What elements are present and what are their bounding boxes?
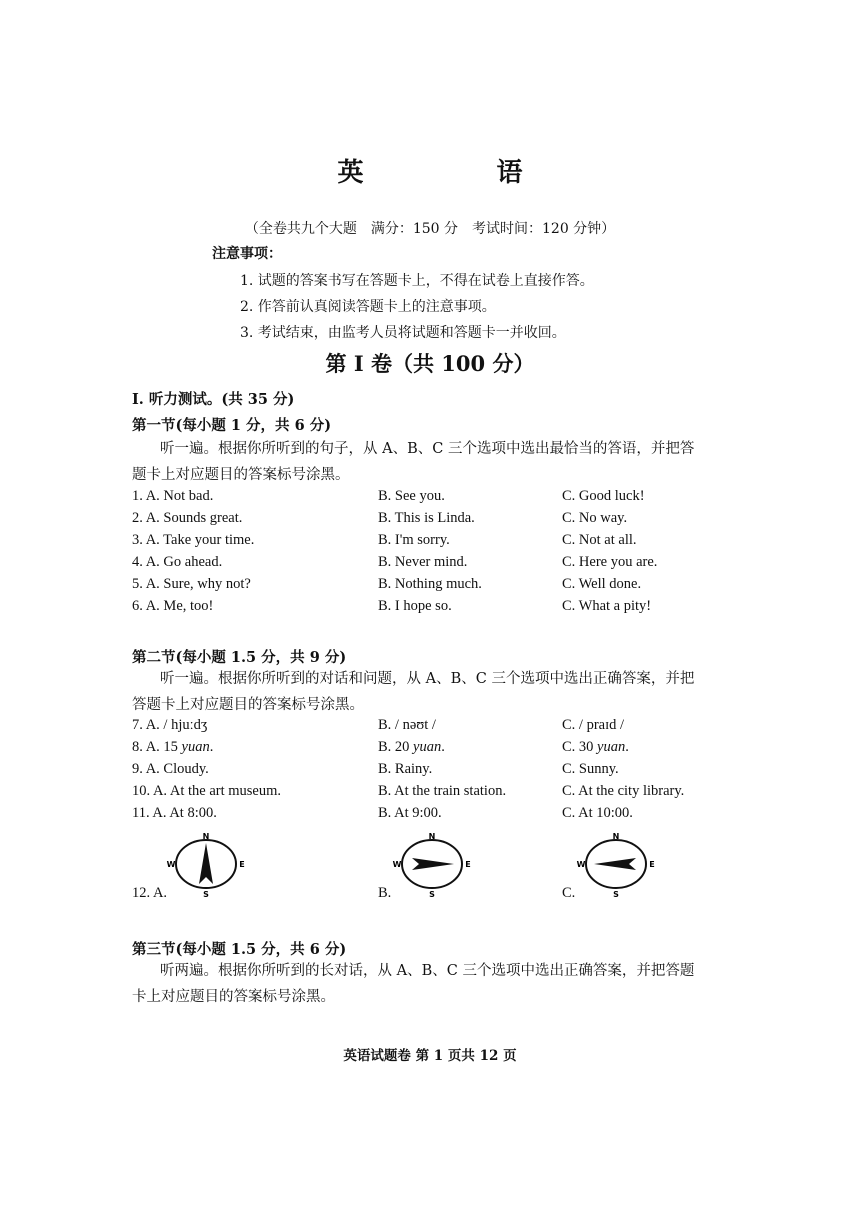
instruction-line: 卡上对应题目的答案标号涂黑。 — [132, 989, 335, 1005]
question-option: B. At the train station. — [378, 783, 507, 799]
question-option: C. At 10:00. — [562, 805, 633, 821]
svg-text:S: S — [203, 890, 209, 898]
question-option: C. At the city library. — [562, 783, 685, 799]
question-option: B. This is Linda. — [378, 510, 475, 526]
exam-title: 英 语 — [337, 158, 585, 188]
compass-west-icon — [576, 830, 656, 898]
svg-text:W: W — [166, 860, 176, 869]
section3-heading: 第三节(每小题 1.5 分，共 6 分) — [132, 941, 347, 958]
question-option: B. I hope so. — [378, 598, 452, 614]
question-option: C. 30 yuan. — [562, 739, 629, 755]
question-option: C. Here you are. — [562, 554, 658, 570]
instruction-line: 答题卡上对应题目的答案标号涂黑。 — [132, 697, 364, 713]
instruction-line: 听一遍。根据你所听到的句子，从 A、B、C 三个选项中选出最恰当的答语，并把答 — [160, 441, 695, 457]
section2-heading: 第二节(每小题 1.5 分，共 9 分) — [132, 649, 347, 666]
compass-north-icon — [166, 830, 246, 898]
question-option: B. Rainy. — [378, 761, 433, 777]
svg-text:S: S — [613, 890, 619, 898]
question-option: 6. A. Me, too! — [132, 598, 214, 614]
svg-text:E: E — [465, 860, 471, 869]
note-item: 1. 试题的答案书写在答题卡上，不得在试卷上直接作答。 — [240, 273, 594, 289]
volume-title: 第 I 卷（共 100 分） — [325, 351, 535, 376]
question-option: B. Nothing much. — [378, 576, 482, 592]
question-option: C. — [562, 885, 576, 901]
svg-text:W: W — [576, 860, 586, 869]
question-option: C. Good luck! — [562, 488, 645, 504]
question-option: 12. A. — [132, 885, 168, 901]
question-option: B. 20 yuan. — [378, 739, 445, 755]
question-option: 2. A. Sounds great. — [132, 510, 243, 526]
instruction-line: 听一遍。根据你所听到的对话和问题，从 A、B、C 三个选项中选出正确答案，并把 — [160, 671, 695, 687]
exam-info: （全卷共九个大题 满分：150 分 考试时间：120 分钟） — [244, 221, 616, 237]
instruction-line: 题卡上对应题目的答案标号涂黑。 — [132, 467, 350, 483]
question-option: 1. A. Not bad. — [132, 488, 214, 504]
svg-text:N: N — [202, 832, 210, 841]
question-option: 4. A. Go ahead. — [132, 554, 223, 570]
question-option: C. Well done. — [562, 576, 642, 592]
question-option: 8. A. 15 yuan. — [132, 739, 214, 755]
note-item: 2. 作答前认真阅读答题卡上的注意事项。 — [240, 299, 496, 315]
svg-text:E: E — [239, 860, 245, 869]
question-option: B. I'm sorry. — [378, 532, 450, 548]
notes-heading: 注意事项： — [212, 246, 282, 262]
page-footer: 英语试题卷 第 1 页共 12 页 — [343, 1048, 517, 1064]
section1-instruction — [132, 436, 732, 488]
question-option: B. At 9:00. — [378, 805, 442, 821]
svg-text:W: W — [392, 860, 402, 869]
question-option: C. No way. — [562, 510, 628, 526]
section3-instruction — [132, 958, 732, 1010]
question-option: 5. A. Sure, why not? — [132, 576, 251, 592]
question-option: 3. A. Take your time. — [132, 532, 255, 548]
question-option: 10. A. At the art museum. — [132, 783, 282, 799]
question-option: B. / nəʊt / — [378, 717, 436, 733]
part1-heading: I. 听力测试。(共 35 分) — [132, 391, 295, 408]
question-option: C. Sunny. — [562, 761, 619, 777]
compass-east-icon — [392, 830, 472, 898]
question-option: 7. A. / hjuːdʒ — [132, 717, 208, 733]
svg-text:N: N — [612, 832, 620, 841]
question-option: 11. A. At 8:00. — [132, 805, 217, 821]
note-item: 3. 考试结束，由监考人员将试题和答题卡一并收回。 — [240, 325, 566, 341]
question-option: B. Never mind. — [378, 554, 468, 570]
question-option: B. — [378, 885, 392, 901]
question-option: 9. A. Cloudy. — [132, 761, 209, 777]
question-option: C. / praɪd / — [562, 717, 625, 733]
section2-instruction — [132, 666, 732, 718]
question-option: C. Not at all. — [562, 532, 637, 548]
svg-text:E: E — [649, 860, 655, 869]
instruction-line: 听两遍。根据你所听到的长对话，从 A、B、C 三个选项中选出正确答案，并把答题 — [160, 963, 695, 979]
section1-heading: 第一节(每小题 1 分，共 6 分) — [132, 417, 332, 434]
question-option: C. What a pity! — [562, 598, 652, 614]
svg-text:N: N — [428, 832, 436, 841]
question-option: B. See you. — [378, 488, 445, 504]
svg-text:S: S — [429, 890, 435, 898]
